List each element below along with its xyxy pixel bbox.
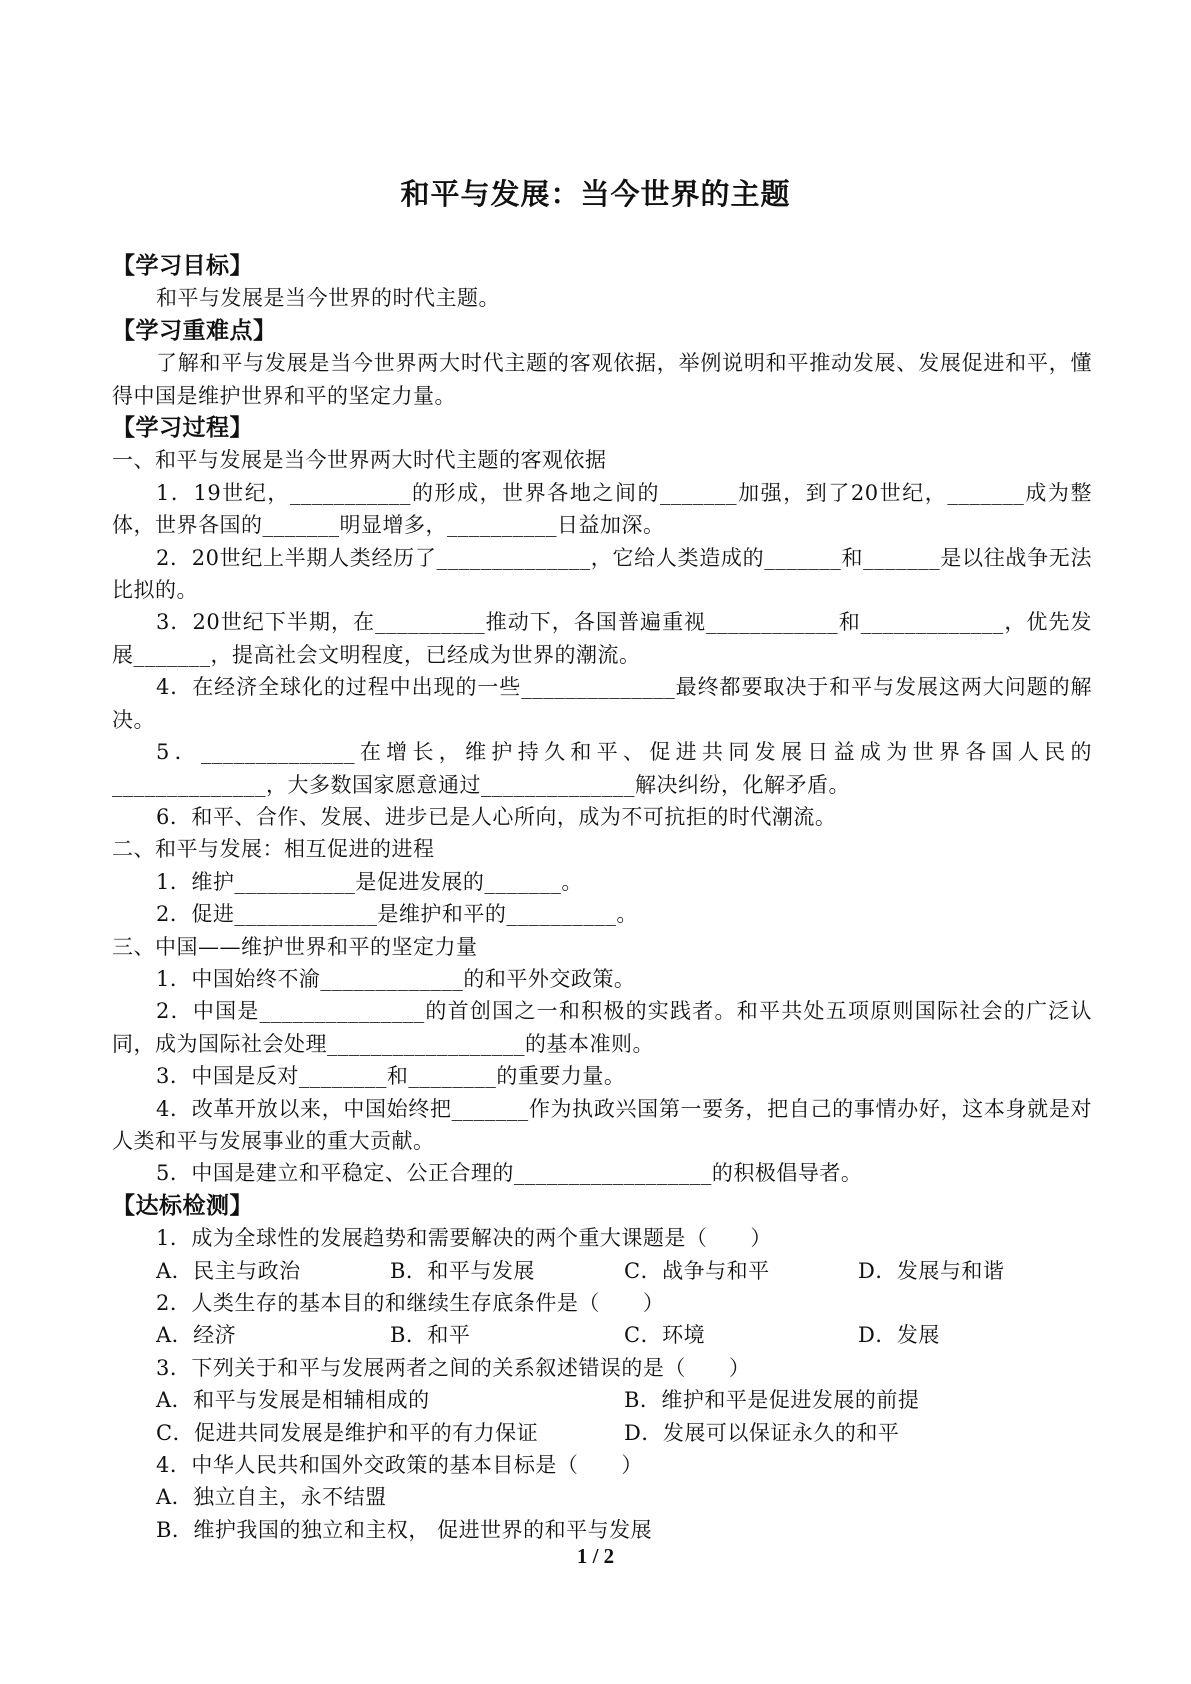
option-a: A．经济 <box>156 1323 237 1348</box>
question-stem: 3．下列关于和平与发展两者之间的关系叙述错误的是（ ） <box>156 1355 751 1380</box>
fill-in-item: 3．20世纪下半期，在__________推动下，各国普遍重视____________和_____________，优先发展_______，提高社会文明程度，已经成为世界的潮流。 <box>112 610 1092 667</box>
option-a: A．民主与政治 <box>156 1258 301 1283</box>
fill-in-item: 1．19世纪，___________的形成，世界各地之间的_______加强，到了20世纪，_______成为整体，世界各国的_______明显增多，__________日益加深。 <box>112 480 1092 538</box>
part-title: 三、中国——维护世界和平的坚定力量 <box>112 934 478 959</box>
page-title: 和平与发展：当今世界的主题 <box>400 177 791 211</box>
option-d: D．发展与和谐 <box>858 1258 1005 1283</box>
option-row <box>112 1319 1092 1351</box>
option-row <box>112 1417 1092 1449</box>
question-stem: 4．中华人民共和国外交政策的基本目标是（ ） <box>156 1453 643 1478</box>
section-heading-goal: 【学习目标】 <box>112 253 253 279</box>
fill-in-item: 3．中国是反对________和________的重要力量。 <box>156 1064 626 1089</box>
option-b: B．维护和平是促进发展的前提 <box>624 1388 920 1413</box>
option-row <box>112 1384 1092 1416</box>
option-a: A．独立自主，永不结盟 <box>156 1485 387 1510</box>
part-title: 二、和平与发展：相互促进的进程 <box>112 837 435 862</box>
goal-text: 和平与发展是当今世界的时代主题。 <box>156 286 500 311</box>
option-b: B．维护我国的独立和主权， 促进世界的和平与发展 <box>156 1517 653 1542</box>
option-c: C．促进共同发展是维护和平的有力保证 <box>156 1420 539 1445</box>
fill-in-item: 4．改革开放以来，中国始终把_______作为执政兴国第一要务，把自己的事情办好，这本身就是对人类和平与发展事业的重大贡献。 <box>112 1096 1092 1153</box>
fill-in-item: 5．中国是建立和平稳定、公正合理的__________________的积极倡导者。 <box>156 1161 863 1186</box>
option-b: B．和平与发展 <box>390 1258 535 1283</box>
fill-in-item: 2．20世纪上半期人类经历了______________，它给人类造成的_______和_______是以往战争无法比拟的。 <box>112 545 1092 603</box>
fill-in-item: 6．和平、合作、发展、进步已是人心所向，成为不可抗拒的时代潮流。 <box>156 804 837 829</box>
fill-in-item: 1．维护___________是促进发展的_______。 <box>156 869 583 894</box>
fill-in-item: 1．中国始终不渝_____________的和平外交政策。 <box>156 966 636 991</box>
section-heading-key-points: 【学习重难点】 <box>112 317 277 344</box>
fill-in-item: 2．中国是_______________的首创国之一和积极的实践者。和平共处五项原则国际社会的广泛认同，成为国际社会处理__________________的基本准则。 <box>112 999 1092 1056</box>
option-d: D．发展 <box>858 1323 940 1348</box>
part-title: 一、和平与发展是当今世界两大时代主题的客观依据 <box>112 448 607 473</box>
option-a: A．和平与发展是相辅相成的 <box>156 1388 430 1413</box>
option-c: C．环境 <box>624 1323 706 1348</box>
fill-in-item: 5．______________在增长，维护持久和平、促进共同发展日益成为世界各国人民的______________，大多数国家愿意通过______________解决纠纷，化解矛盾。 <box>112 740 1092 797</box>
question-stem: 1．成为全球性的发展趋势和需要解决的两个重大课题是（ ） <box>156 1226 772 1251</box>
option-row <box>112 1514 1092 1546</box>
option-row <box>112 1481 1092 1513</box>
section-heading-test: 【达标检测】 <box>112 1192 253 1219</box>
option-c: C．战争与和平 <box>624 1258 770 1283</box>
page-number: 1 / 2 <box>576 1544 615 1568</box>
fill-in-item: 4．在经济全球化的过程中出现的一些______________最终都要取决于和平与发展这两大问题的解决。 <box>112 675 1092 732</box>
section-heading-process: 【学习过程】 <box>112 415 253 442</box>
fill-in-item: 2．促进_____________是维护和平的__________。 <box>156 902 638 927</box>
question-stem: 2．人类生存的基本目的和继续生存底条件是（ ） <box>156 1291 665 1315</box>
document-body <box>112 250 1092 1546</box>
option-d: D．发展可以保证永久的和平 <box>624 1420 900 1445</box>
key-points-text: 了解和平与发展是当今世界两大时代主题的客观依据，举例说明和平推动发展、发展促进和平，懂得中国是维护世界和平的坚定力量。 <box>112 351 1092 408</box>
option-b: B．和平 <box>390 1323 471 1348</box>
option-row <box>112 1255 1092 1287</box>
